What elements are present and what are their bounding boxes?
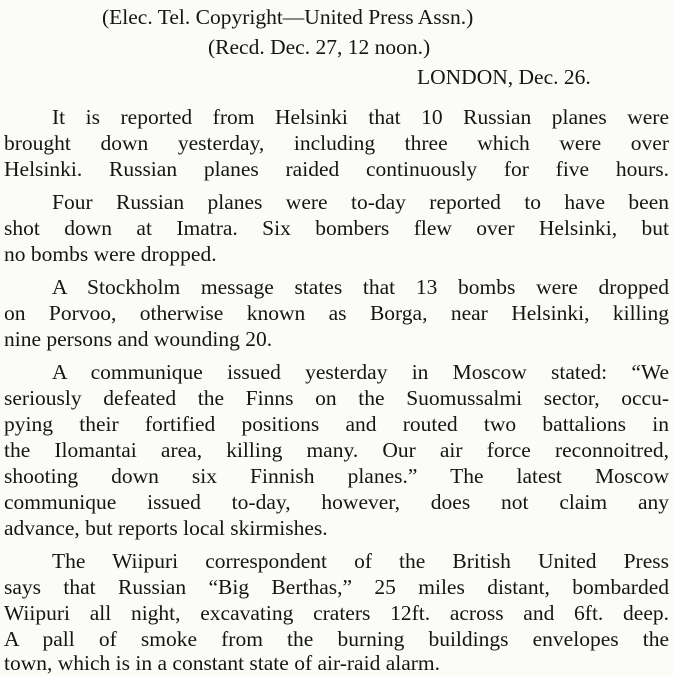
text-line: town, which is in a constant state of air-raid alarm.: [4, 651, 441, 675]
text-line: no bombs were dropped.: [4, 242, 217, 266]
text-line: on Porvoo, otherwise known as Borga, near Helsinki, killing: [4, 301, 669, 325]
text-line: The Wiipuri correspondent of the British United Press: [52, 549, 669, 573]
text-line: advance, but reports local skirmishes.: [4, 516, 328, 540]
dateline: LONDON, Dec. 26.: [417, 65, 591, 89]
text-line: the Ilomantai area, killing many. Our air force reconnoitred,: [4, 438, 669, 462]
text-line: pying their fortified positions and routed two battalions in: [4, 412, 669, 436]
text-line: brought down yesterday, including three which were over: [4, 131, 669, 155]
text-line: seriously defeated the Finns on the Suomussalmi sector, occu-: [4, 386, 669, 410]
text-line: shooting down six Finnish planes.” The latest Moscow: [4, 464, 669, 488]
received-line: (Recd. Dec. 27, 12 noon.): [208, 35, 431, 59]
copyright-line: (Elec. Tel. Copyright—United Press Assn.): [102, 5, 474, 29]
text-line: A Stockholm message states that 13 bombs were dropped: [52, 275, 669, 299]
text-line: Four Russian planes were to-day reported to have been: [52, 190, 669, 214]
text-line: A communique issued yesterday in Moscow stated: “We: [52, 360, 669, 384]
text-line: shot down at Imatra. Six bombers flew over Helsinki, but: [4, 216, 669, 240]
text-line: It is reported from Helsinki that 10 Russian planes were: [52, 105, 669, 129]
text-line: Helsinki. Russian planes raided continuously for five hours.: [4, 157, 669, 181]
text-line: says that Russian “Big Berthas,” 25 miles distant, bombarded: [4, 575, 669, 599]
text-line: nine persons and wounding 20.: [4, 327, 273, 351]
text-line: communique issued to-day, however, does not claim any: [4, 490, 669, 514]
text-line: A pall of smoke from the burning buildings envelopes the: [4, 627, 669, 651]
text-line: Wiipuri all night, excavating craters 12ft. across and 6ft. deep.: [4, 601, 669, 625]
